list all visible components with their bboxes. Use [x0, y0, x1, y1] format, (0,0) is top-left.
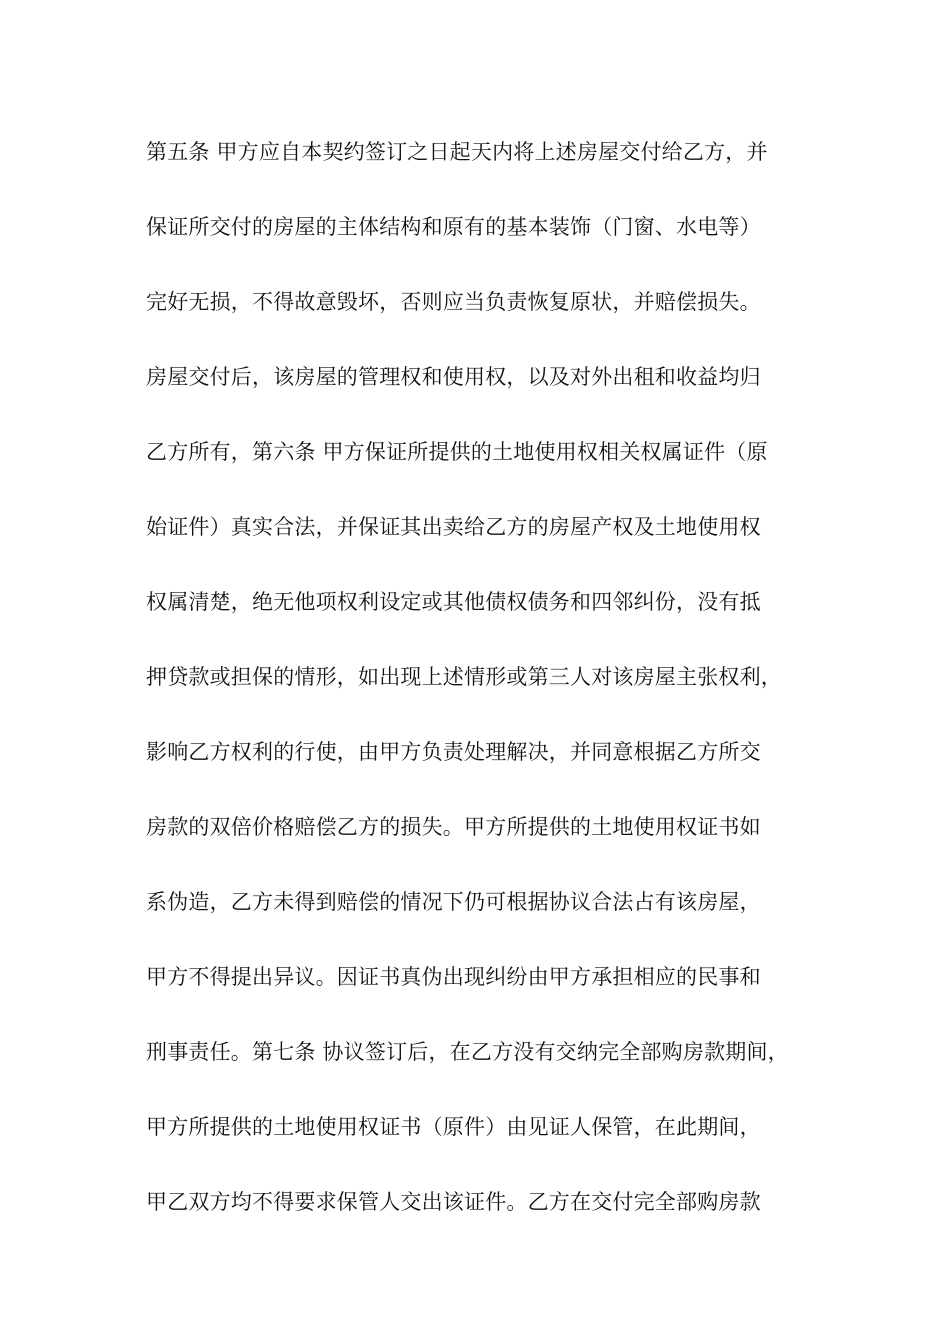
text-line-14: 甲方所提供的土地使用权证书（原件）由见证人保管，在此期间，: [146, 1115, 761, 1139]
text-line-8: 押贷款或担保的情形，如出现上述情形或第三人对该房屋主张权利，: [146, 665, 782, 689]
text-line-15: 甲乙双方均不得要求保管人交出该证件。乙方在交付完全部购房款: [146, 1190, 761, 1214]
text-line-2: 保证所交付的房屋的主体结构和原有的基本装饰（门窗、水电等）: [146, 215, 761, 239]
text-line-10: 房款的双倍价格赔偿乙方的损失。甲方所提供的土地使用权证书如: [146, 815, 761, 839]
text-line-12: 甲方不得提出异议。因证书真伪出现纠纷由甲方承担相应的民事和: [146, 965, 761, 989]
text-line-7: 权属清楚，绝无他项权利设定或其他债权债务和四邻纠份，没有抵: [146, 590, 761, 614]
text-line-11: 系伪造，乙方未得到赔偿的情况下仍可根据协议合法占有该房屋，: [146, 890, 761, 914]
contract-body-text: [146, 133, 846, 1258]
text-line-6: 始证件）真实合法，并保证其出卖给乙方的房屋产权及土地使用权: [146, 515, 761, 539]
text-line-4: 房屋交付后，该房屋的管理权和使用权，以及对外出租和收益均归: [146, 365, 761, 389]
text-line-13: 刑事责任。第七条 协议签订后，在乙方没有交纳完全部购房款期间，: [146, 1040, 789, 1064]
text-line-1: 第五条 甲方应自本契约签订之日起天内将上述房屋交付给乙方，并: [146, 140, 768, 164]
text-line-9: 影响乙方权利的行使，由甲方负责处理解决，并同意根据乙方所交: [146, 740, 761, 764]
text-line-3: 完好无损，不得故意毁坏，否则应当负责恢复原状，并赔偿损失。: [146, 290, 761, 314]
text-line-5: 乙方所有，第六条 甲方保证所提供的土地使用权相关权属证件（原: [146, 440, 768, 464]
